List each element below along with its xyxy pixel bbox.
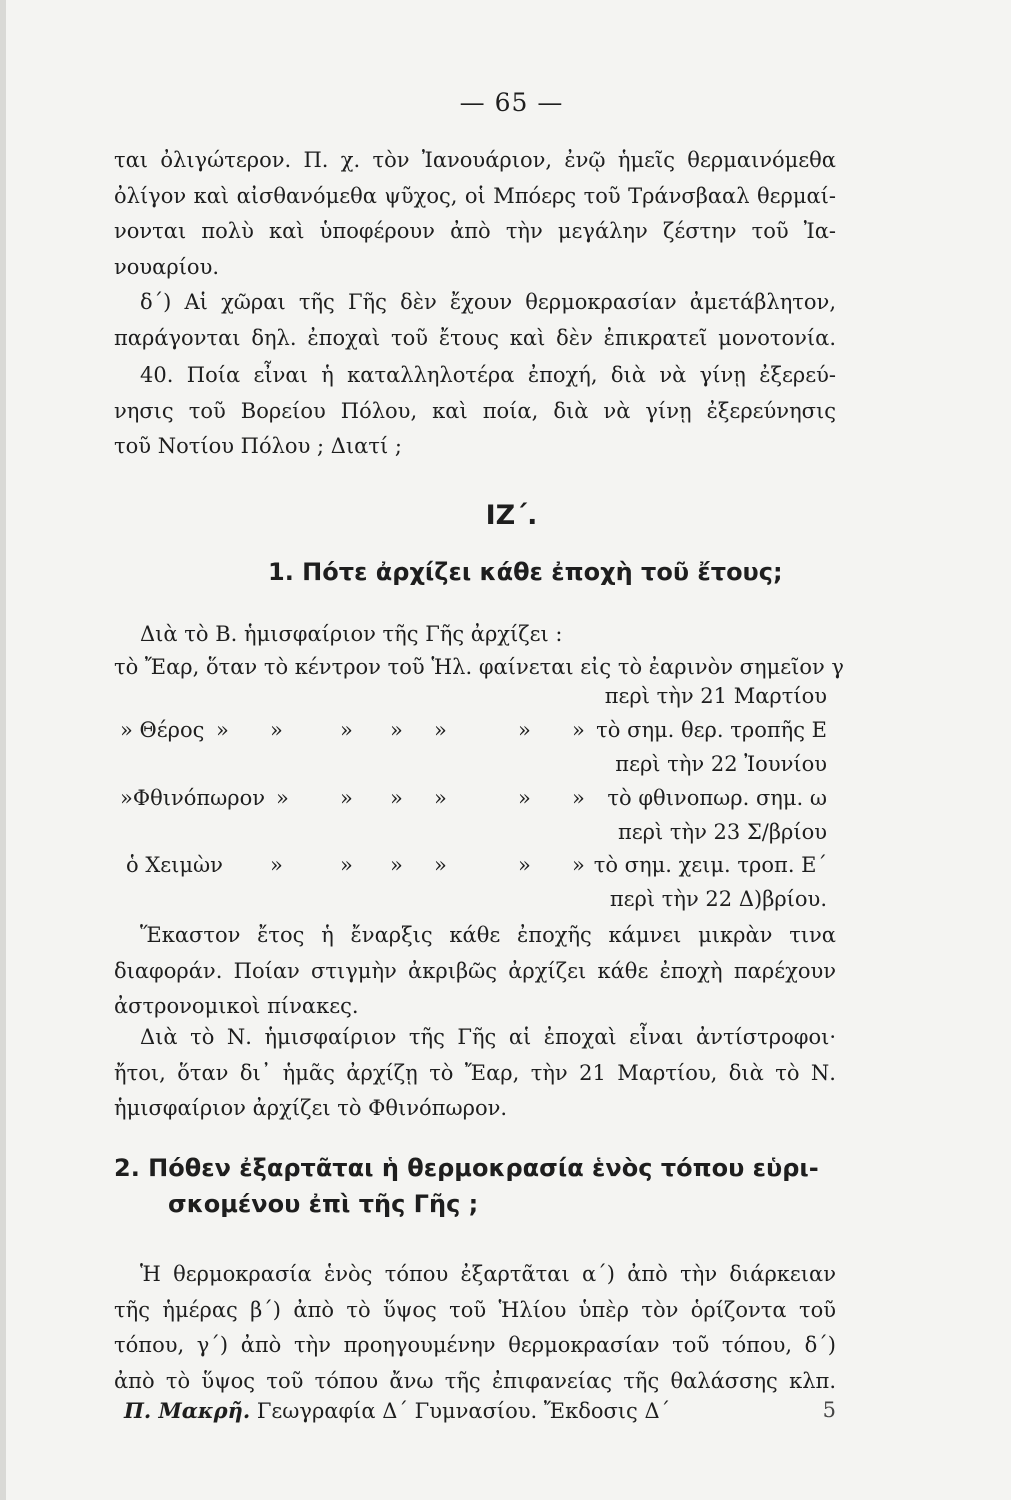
ditto-mark: » (340, 853, 353, 877)
ditto-mark: » (390, 786, 403, 810)
ditto-mark: » (216, 718, 229, 742)
ditto-mark: » (572, 786, 585, 810)
season-point: τὸ φθινοπωρ. σημ. ω (607, 786, 827, 810)
text-line: ται ὀλιγώτερον. Π. χ. τὸν Ἰανουάριον, ἐνῷ ἡμεῖς θερμαινόμεθα (114, 148, 836, 172)
ditto-mark: » (572, 853, 585, 877)
ditto-mark: » (434, 718, 447, 742)
text-line: τοῦ Νοτίου Πόλου ; Διατί ; (114, 434, 402, 458)
text-line: διαφοράν. Ποίαν στιγμὴν ἀκριβῶς ἀρχίζει κάθε ἐποχὴ παρέχουν (114, 958, 836, 983)
season-name: ὁ Χειμὼν (126, 853, 223, 877)
page-footer (124, 1398, 836, 1423)
page-number: — 65 — (459, 88, 564, 117)
text-line: νησις τοῦ Βορείου Πόλου, καὶ ποία, διὰ νὰ γίνῃ ἐξερεύνησις (114, 398, 836, 423)
text-line: ἀστρονομικοὶ πίνακες. (114, 994, 359, 1018)
season-name: » Θέρος (120, 718, 205, 742)
ditto-mark: » (340, 718, 353, 742)
spring-row (114, 650, 844, 686)
heading-1: 1. Πότε ἀρχίζει κάθε ἐποχὴ τοῦ ἔτους; (268, 558, 783, 586)
section-title: ΙΖ΄. (485, 500, 538, 531)
text-line: τῆς ἡμέρας β΄) ἀπὸ τὸ ὕψος τοῦ Ἡλίου ὑπὲρ τὸν ὁρίζοντα τοῦ (114, 1297, 836, 1322)
text-line: Ἡ θερμοκρασία ἑνὸς τόπου ἐξαρτᾶται α΄) ἀπὸ τὴν διάρκειαν (140, 1262, 836, 1286)
ditto-mark: » (270, 853, 283, 877)
spring-line: τὸ Ἔαρ, ὅταν τὸ κέντρον τοῦ Ἡλ. φαίνεται εἰς τὸ ἐαρινὸν σημεῖον γ (114, 655, 844, 679)
heading-2-line: σκομένου ἐπὶ τῆς Γῆς ; (168, 1190, 479, 1218)
season-point: τὸ σημ. χειμ. τροπ. Ε΄ (593, 853, 827, 877)
top-paragraph (114, 143, 836, 285)
text-line: τόπου, γ΄) ἀπὸ τὴν προηγουμένην θερμοκρασίαν τοῦ τόπου, δ΄) (114, 1333, 836, 1357)
season-point: τὸ σημ. θερ. τροπῆς Ε (596, 718, 827, 742)
south-paragraph (114, 1020, 836, 1127)
ditto-mark: » (390, 853, 403, 877)
text-line: ἡμισφαίριον ἀρχίζει τὸ Φθινόπωρον. (114, 1096, 508, 1120)
ditto-mark: » (518, 786, 531, 810)
text-line: Ἕκαστον ἔτος ἡ ἔναρξις κάθε ἐποχῆς κάμνει μικρὰν τινα (140, 923, 836, 947)
season-date: περὶ τὴν 23 Σ/βρίου (617, 820, 827, 844)
text-line: νονται πολὺ καὶ ὑποφέρουν ἀπὸ τὴν μεγάλην ζέστην τοῦ Ἰα- (114, 219, 836, 243)
ditto-mark: » (276, 786, 289, 810)
text-line: ὀλίγον καὶ αἰσθανόμεθα ψῦχος, οἱ Μπόερς τοῦ Τράνσβααλ θερμαί- (114, 183, 836, 208)
ditto-mark: » (390, 718, 403, 742)
heading-2-line: 2. Πόθεν ἐξαρτᾶται ἡ θερμοκρασία ἑνὸς τόπου εὑρι- (114, 1154, 819, 1182)
footer-title: Γεωγραφία Δ΄ Γυμνασίου. Ἔκδοσις Δ΄ (256, 1399, 671, 1423)
text-line: δ΄) Αἱ χῶραι τῆς Γῆς δὲν ἔχουν θερμοκρασίαν ἀμετάβλητον, (140, 290, 836, 314)
footer-author: Π. Μακρῆ. (124, 1398, 251, 1423)
signature-number: 5 (822, 1398, 836, 1422)
text-line: 40. Ποία εἶναι ἡ καταλληλοτέρα ἐποχή, διὰ νὰ γίνῃ ἐξερεύ- (140, 363, 836, 387)
temperature-paragraph (114, 1257, 836, 1399)
each-year-paragraph (114, 918, 836, 1025)
text-line: νουαρίου. (114, 254, 220, 279)
ditto-mark: » (340, 786, 353, 810)
text-line: Διὰ τὸ Ν. ἡμισφαίριον τῆς Γῆς αἱ ἐποχαὶ εἶναι ἀντίστροφοι· (140, 1025, 836, 1049)
ditto-mark: » (434, 853, 447, 877)
ditto-mark: » (518, 853, 531, 877)
question-40 (114, 358, 836, 465)
season-date: περὶ τὴν 22 Ἰουνίου (615, 752, 827, 776)
delta-paragraph (114, 285, 836, 356)
season-date: περὶ τὴν 22 Δ)βρίου. (609, 887, 827, 911)
season-name: »Φθινόπωρον (120, 786, 266, 810)
text-line: ἤτοι, ὅταν δι᾽ ἡμᾶς ἀρχίζῃ τὸ Ἔαρ, τὴν 21 Μαρτίου, διὰ τὸ Ν. (114, 1060, 836, 1085)
text-line: ἀπὸ τὸ ὕψος τοῦ τόπου ἄνω τῆς ἐπιφανείας τῆς θαλάσσης κλπ. (114, 1368, 836, 1393)
text-line: παράγονται δηλ. ἐποχαὶ τοῦ ἔτους καὶ δὲν ἐπικρατεῖ μονοτονία. (114, 325, 836, 350)
intro-line: Διὰ τὸ Β. ἡμισφαίριον τῆς Γῆς ἀρχίζει : (140, 622, 563, 646)
spring-date: περὶ τὴν 21 Μαρτίου (604, 684, 827, 708)
ditto-mark: » (270, 718, 283, 742)
ditto-mark: » (572, 718, 585, 742)
footer-citation (124, 1398, 670, 1423)
ditto-mark: » (434, 786, 447, 810)
ditto-mark: » (518, 718, 531, 742)
